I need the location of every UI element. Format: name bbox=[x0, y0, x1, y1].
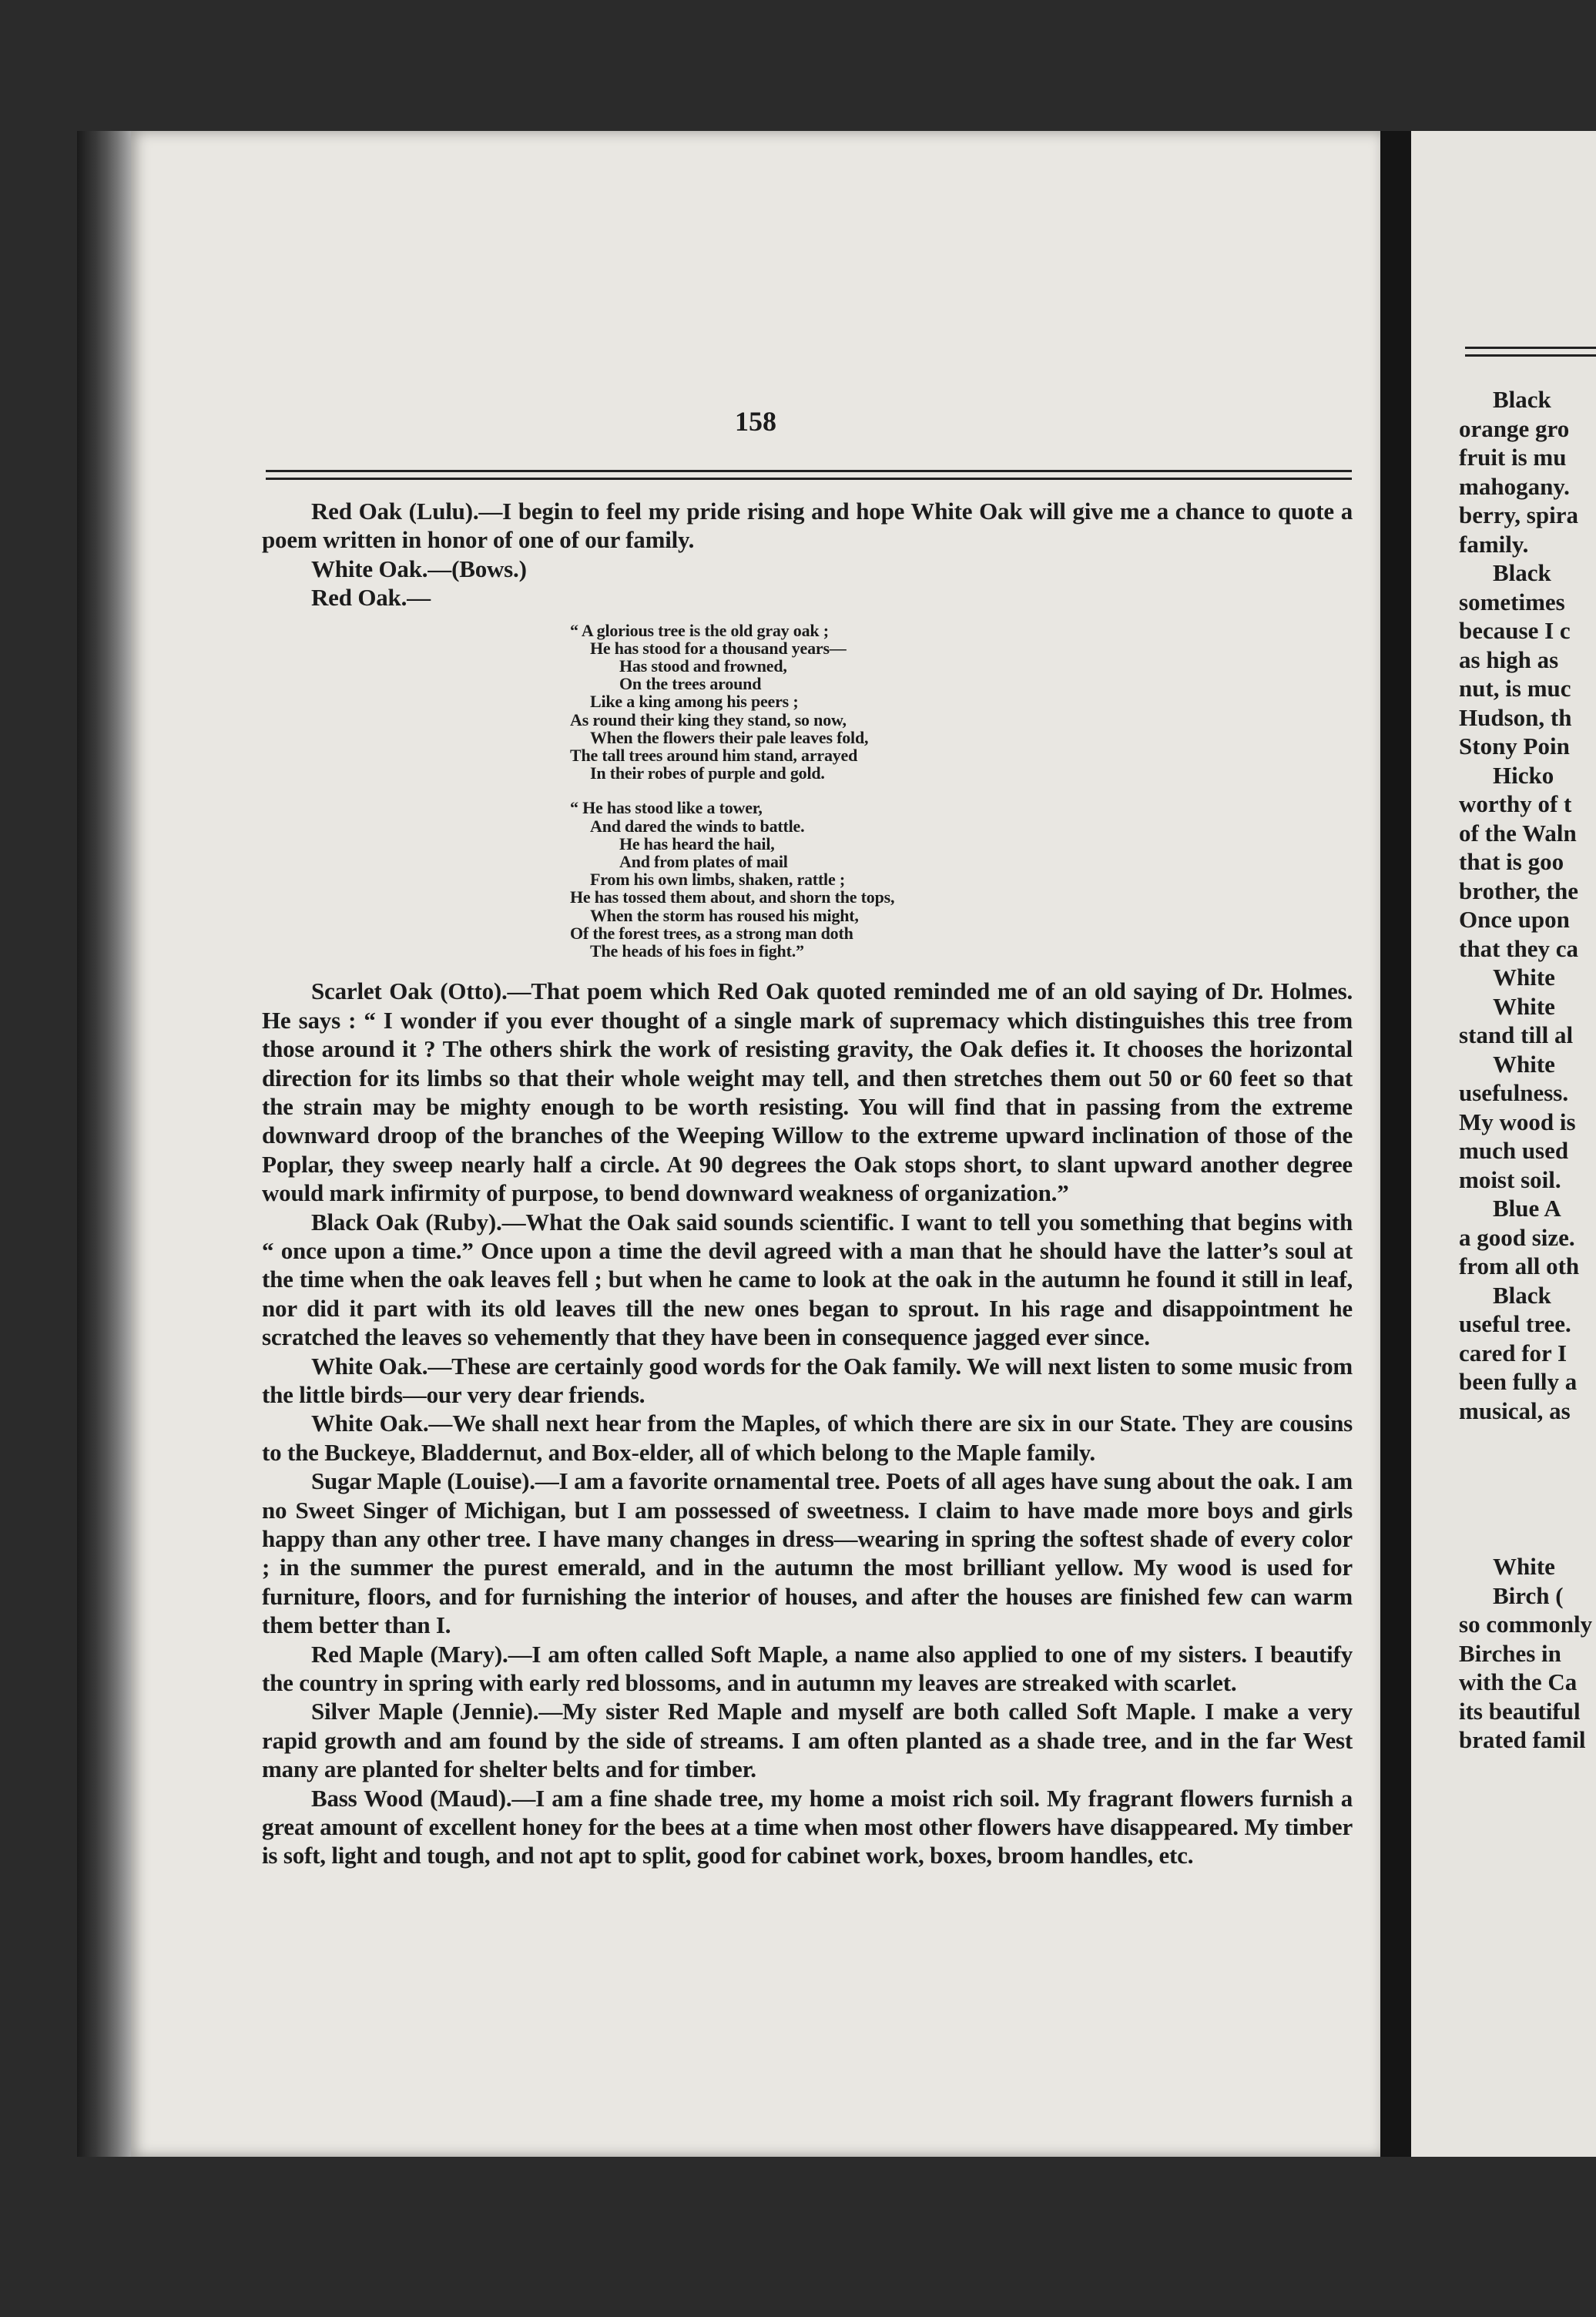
paragraph: Bass Wood (Maud).—I am a fine shade tree, my home a moist rich soil. My fragrant flowers furnish a great amount of excellent honey for the bees at a time when most other flowers have disappeared. My timber is soft, light and tough, and not apt to split, good for cabinet work, boxes, broom handles, etc. bbox=[262, 1784, 1353, 1869]
facing-page-line: White bbox=[1493, 992, 1555, 1020]
poem-line: “ He has stood like a tower, bbox=[570, 798, 763, 818]
poem-line: He has tossed them about, and shorn the tops, bbox=[570, 887, 895, 907]
facing-header-rule bbox=[1465, 354, 1596, 357]
facing-page-line: its beautiful bbox=[1459, 1697, 1581, 1725]
poem-line: When the flowers their pale leaves fold, bbox=[590, 727, 869, 747]
page-gutter bbox=[1380, 131, 1411, 2157]
facing-page-line: Blue A bbox=[1493, 1195, 1561, 1222]
facing-page-line: that they ca bbox=[1459, 934, 1578, 962]
page-text bbox=[262, 497, 1353, 1870]
paragraph: Scarlet Oak (Otto).—That poem which Red Oak quoted reminded me of an old saying of Dr. Holmes. He says : “ I wonder if you ever thought of a single mark of supremacy which distinguishes this tree from those around it ? The others shirk the work of resisting gravity, the Oak defies it. It chooses the horizontal direction for its limbs so that their whole weight may tell, and then stretches them out 50 or 60 feet so that the strain may be mighty enough to be worth resisting. You will find that in passing from the extreme downward droop of the branches of the Weeping Willow to the extreme upward inclination of those of the Poplar, they sweep nearly half a circle. At 90 degrees the Oak stops short, to slant upward another degree would mark infirmity of purpose, to bend downward weakness of organization.” bbox=[262, 977, 1353, 1207]
header-rule-top bbox=[266, 470, 1352, 472]
paragraph: Silver Maple (Jennie).—My sister Red Maple and myself are both called Soft Maple. I make a very rapid growth and am found by the side of streams. I am often planted as a shade tree, and in the far West many are planted for shelter belts and for timber. bbox=[262, 1698, 1353, 1783]
facing-page-line: brated famil bbox=[1459, 1726, 1586, 1753]
poem-line: He has stood for a thousand years— bbox=[590, 638, 847, 658]
poem-line: And from plates of mail bbox=[619, 852, 788, 872]
facing-page bbox=[1411, 131, 1596, 2157]
poem-line: From his own limbs, shaken, rattle ; bbox=[590, 870, 845, 890]
facing-page-line: moist soil. bbox=[1459, 1165, 1561, 1193]
poem-line: As round their king they stand, so now, bbox=[570, 709, 847, 729]
facing-page-line: Black bbox=[1493, 1281, 1551, 1309]
paragraph: Red Maple (Mary).—I am often called Soft Maple, a name also applied to one of my sisters. I beautify the country in spring with early red blossoms, and in autumn my leaves are streaked with scarlet. bbox=[262, 1640, 1353, 1697]
facing-page-line: Hudson, th bbox=[1459, 703, 1572, 731]
facing-page-line: nut, is muc bbox=[1459, 675, 1571, 702]
facing-page-line: cared for I bbox=[1459, 1339, 1568, 1366]
book-binding-shadow bbox=[77, 131, 131, 2157]
facing-page-line: family. bbox=[1459, 530, 1529, 558]
facing-page-line: Black bbox=[1493, 386, 1551, 413]
facing-page-line: been fully a bbox=[1459, 1368, 1578, 1395]
facing-page-line: berry, spira bbox=[1459, 501, 1578, 528]
poem-line: And dared the winds to battle. bbox=[590, 816, 805, 836]
facing-page-line: a good size. bbox=[1459, 1223, 1575, 1251]
left-page bbox=[131, 131, 1380, 2157]
poem-line: In their robes of purple and gold. bbox=[590, 763, 825, 783]
facing-page-line: from all oth bbox=[1459, 1252, 1580, 1279]
paragraph: Red Oak.— bbox=[311, 584, 431, 612]
facing-page-line: useful tree. bbox=[1459, 1310, 1571, 1337]
facing-page-line: White bbox=[1493, 964, 1555, 991]
facing-page-line: Black bbox=[1493, 559, 1551, 586]
facing-page-line: much used bbox=[1459, 1137, 1569, 1164]
facing-page-line: Birches in bbox=[1459, 1639, 1561, 1667]
facing-page-line: of the Waln bbox=[1459, 819, 1577, 847]
facing-page-line: White bbox=[1493, 1050, 1555, 1078]
paragraph: White Oak.—These are certainly good words for the Oak family. We will next listen to some music from the little birds—our very dear friends. bbox=[262, 1352, 1353, 1408]
poem-line: Like a king among his peers ; bbox=[590, 692, 799, 712]
poem-line: Of the forest trees, as a strong man doth bbox=[570, 923, 853, 943]
paragraph: Red Oak (Lulu).—I begin to feel my pride rising and hope White Oak will give me a chance to quote a poem written in honor of one of our family. bbox=[262, 498, 1353, 554]
facing-page-line: worthy of t bbox=[1459, 790, 1572, 817]
facing-page-line: Hicko bbox=[1493, 761, 1554, 789]
facing-page-line: musical, as bbox=[1459, 1397, 1571, 1424]
facing-page-line: mahogany. bbox=[1459, 472, 1570, 500]
facing-page-line: stand till al bbox=[1459, 1021, 1574, 1048]
poem-line: When the storm has roused his might, bbox=[590, 905, 859, 925]
poem-stanza bbox=[570, 622, 1353, 783]
facing-page-line: Birch ( bbox=[1493, 1581, 1564, 1609]
facing-page-line: that is goo bbox=[1459, 848, 1564, 875]
poem bbox=[262, 622, 1353, 961]
facing-page-text-bottom bbox=[1459, 1552, 1596, 1755]
facing-page-line: as high as bbox=[1459, 645, 1559, 673]
paragraph: White Oak.—(Bows.) bbox=[311, 555, 527, 582]
facing-page-line: sometimes bbox=[1459, 588, 1565, 615]
facing-page-line: so commonly bbox=[1459, 1611, 1593, 1638]
page-number: 158 bbox=[735, 406, 776, 437]
facing-page-line: Once upon bbox=[1459, 906, 1570, 933]
facing-page-line: because I c bbox=[1459, 617, 1571, 644]
poem-line: Has stood and frowned, bbox=[619, 656, 787, 676]
paragraph: White Oak.—We shall next hear from the Maples, of which there are six in our State. They are cousins to the Buckeye, Bladdernut, and Box-elder, all of which belong to the Maple family. bbox=[262, 1410, 1353, 1466]
facing-header-rule bbox=[1465, 347, 1596, 349]
header-rule-bottom bbox=[266, 478, 1352, 480]
poem-line: “ A glorious tree is the old gray oak ; bbox=[570, 620, 829, 640]
poem-line: The heads of his foes in fight.” bbox=[590, 941, 804, 961]
paragraph: Sugar Maple (Louise).—I am a favorite ornamental tree. Poets of all ages have sung about the oak. I am no Sweet Singer of Michigan, but I am possessed of sweetness. I claim to have made more boys and girls happy than any other tree. I have many changes in dress—wearing in spring the softest shade of every color ; in the summer the purest emerald, and in the autumn the most brilliant yellow. My wood is used for furniture, floors, and for furnishing the interior of houses, and after the houses are finished few can warm them better than I. bbox=[262, 1467, 1353, 1639]
facing-page-line: White bbox=[1493, 1553, 1555, 1580]
facing-page-line: Stony Poin bbox=[1459, 733, 1570, 759]
facing-page-line: My wood is bbox=[1459, 1108, 1576, 1135]
facing-page-line: brother, the bbox=[1459, 877, 1578, 904]
poem-line: The tall trees around him stand, arrayed bbox=[570, 746, 858, 766]
facing-page-line: orange gro bbox=[1459, 414, 1570, 442]
poem-stanza bbox=[570, 799, 1353, 960]
poem-line: On the trees around bbox=[619, 674, 762, 694]
facing-page-text-top bbox=[1459, 385, 1596, 1425]
facing-page-line: fruit is mu bbox=[1459, 444, 1567, 471]
poem-line: He has heard the hail, bbox=[619, 833, 775, 853]
facing-page-line: usefulness. bbox=[1459, 1079, 1569, 1106]
facing-page-line: with the Ca bbox=[1459, 1668, 1578, 1695]
paragraph: Black Oak (Ruby).—What the Oak said sounds scientific. I want to tell you something that begins with “ once upon a time.” Once upon a time the devil agreed with a man that he should have the latter’s soul at the time when the oak leaves fell ; but when he came to look at the oak in the autumn he found it still in leaf, nor did it part with its old leaves till the new ones began to sprout. In his rage and disappointment he scratched the leaves so vehemently that they have been in consequence jagged ever since. bbox=[262, 1208, 1353, 1351]
